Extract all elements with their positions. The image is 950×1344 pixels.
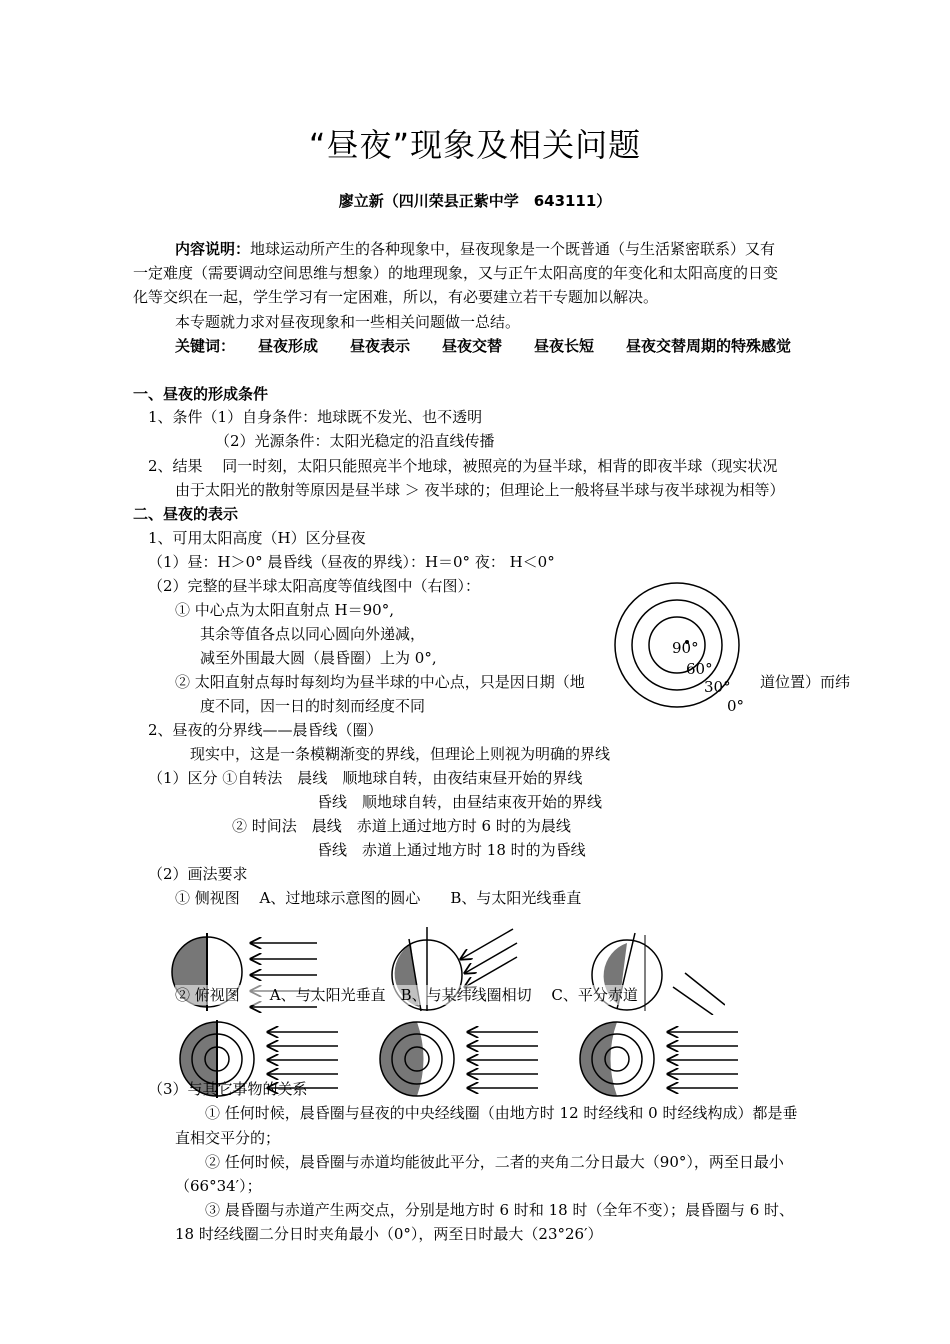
intro-line-4: 本专题就力求对昼夜现象和一些相关问题做一总结。: [175, 313, 521, 331]
label-0: 0°: [727, 697, 745, 715]
section2-line-22: （66°34′）；: [175, 1177, 262, 1195]
section2-line-19: ① 任何时候，晨昏圈与昼夜的中央经线圈（由地方时 12 时经线和 0 时经线构成）都是垂: [205, 1104, 798, 1122]
section2-line-1: 1、可用太阳高度（H）区分昼夜: [148, 529, 366, 547]
intro-line-3: 化等交织在一起，学生学习有一定困难，所以，有必要建立若干专题加以解决。: [133, 288, 659, 306]
label-90: 90°: [672, 639, 699, 657]
section2-heading: 二、昼夜的表示: [133, 505, 239, 523]
section2-line-7b: 道位置）而纬: [760, 673, 851, 691]
section2-line-15: （2）画法要求: [148, 865, 248, 883]
section2-line-18: （3）与其它事物的关系: [148, 1080, 308, 1098]
keywords-label: 关键词：: [175, 337, 236, 355]
keyword-3: 昼夜交替: [442, 337, 503, 355]
section2-line-9: 2、昼夜的分界线——晨昏线（圈）: [148, 721, 383, 739]
keyword-2: 昼夜表示: [350, 337, 411, 355]
section2-line-5: 其余等值各点以同心圆向外递减，: [200, 625, 426, 643]
section2-line-13: ② 时间法 晨线 赤道上通过地方时 6 时的为晨线: [232, 817, 571, 835]
section2-line-12: 昏线 顺地球自转，由昼结束夜开始的界线: [317, 793, 603, 811]
author-line: 廖立新（四川荣县正紫中学 643111）: [338, 192, 612, 210]
section2-line-16: ① 侧视图 A、过地球示意图的圆心 B、与太阳光线垂直: [175, 889, 582, 907]
keyword-1: 昼夜形成: [258, 337, 319, 355]
keyword-4: 昼夜长短: [534, 337, 595, 355]
section2-line-8: 度不同，因一日的时刻而经度不同: [200, 697, 426, 715]
section2-line-6: 减至外围最大圆（晨昏圈）上为 0°,: [200, 649, 437, 667]
section2-line-20: 直相交平分的；: [175, 1129, 281, 1147]
intro-label: 内容说明：: [175, 240, 251, 258]
top-view-2: [380, 1022, 538, 1096]
label-60: 60°: [686, 660, 713, 678]
intro-text-1: 地球运动所产生的各种现象中，昼夜现象是一个既普通（与生活紧密联系）又有: [250, 240, 776, 258]
section2-line-21: ② 任何时候，晨昏圈与赤道均能彼此平分，二者的夹角二分日最大（90°），两至日最小: [205, 1153, 784, 1171]
intro-line-1: [175, 239, 775, 259]
section2-line-10: 现实中，这是一条模糊渐变的界线，但理论上则视为明确的界线: [190, 745, 611, 763]
keyword-5: 昼夜交替周期的特殊感觉: [626, 337, 792, 355]
section2-line-4: ① 中心点为太阳直射点 H＝90°,: [175, 601, 394, 619]
top-view-3: [580, 1022, 738, 1096]
section2-line-24: 18 时经线圈二分日时夹角最小（0°），两至日时最大（23°26′）: [175, 1225, 603, 1243]
section1-line-1: 1、条件（1）自身条件：地球既不发光、也不透明: [148, 408, 483, 426]
section1-line-2: （2）光源条件：太阳光稳定的沿直线传播: [215, 432, 495, 450]
label-30: 30°: [704, 678, 731, 696]
section2-line-11: （1）区分 ①自转法 晨线 顺地球自转，由夜结束昼开始的界线: [148, 769, 583, 787]
section1-line-4: 由于太阳光的散射等原因是昼半球 ＞ 夜半球的；但理论上一般将昼半球与夜半球视为相等）: [175, 481, 785, 499]
section2-line-14: 昏线 赤道上通过地方时 18 时的为昏线: [317, 841, 586, 859]
section2-line-23: ③ 晨昏圈与赤道产生两交点，分别是地方时 6 时和 18 时（全年不变）；晨昏圈与 6 时、: [205, 1201, 795, 1219]
section1-heading: 一、昼夜的形成条件: [133, 385, 269, 403]
section1-line-3: 2、结果 同一时刻，太阳只能照亮半个地球，被照亮的为昼半球，相背的即夜半球（现实状况: [148, 457, 778, 475]
section2-line-3: （2）完整的昼半球太阳高度等值线图中（右图）：: [148, 577, 481, 595]
intro-line-2: 一定难度（需要调动空间思维与想象）的地理现象，又与正午太阳高度的年变化和太阳高度的日变: [133, 264, 779, 282]
section2-line-17: ② 俯视图 A、与太阳光垂直 B、与某纬线圈相切 C、平分赤道: [175, 986, 638, 1004]
page-title: “昼夜”现象及相关问题: [308, 126, 642, 164]
section2-line-2: （1）昼：H＞0° 晨昏线（昼夜的界线）：H＝0° 夜： H＜0°: [148, 553, 555, 571]
section2-line-7: ② 太阳直射点每时每刻均为昼半球的中心点，只是因日期（地: [175, 673, 585, 691]
